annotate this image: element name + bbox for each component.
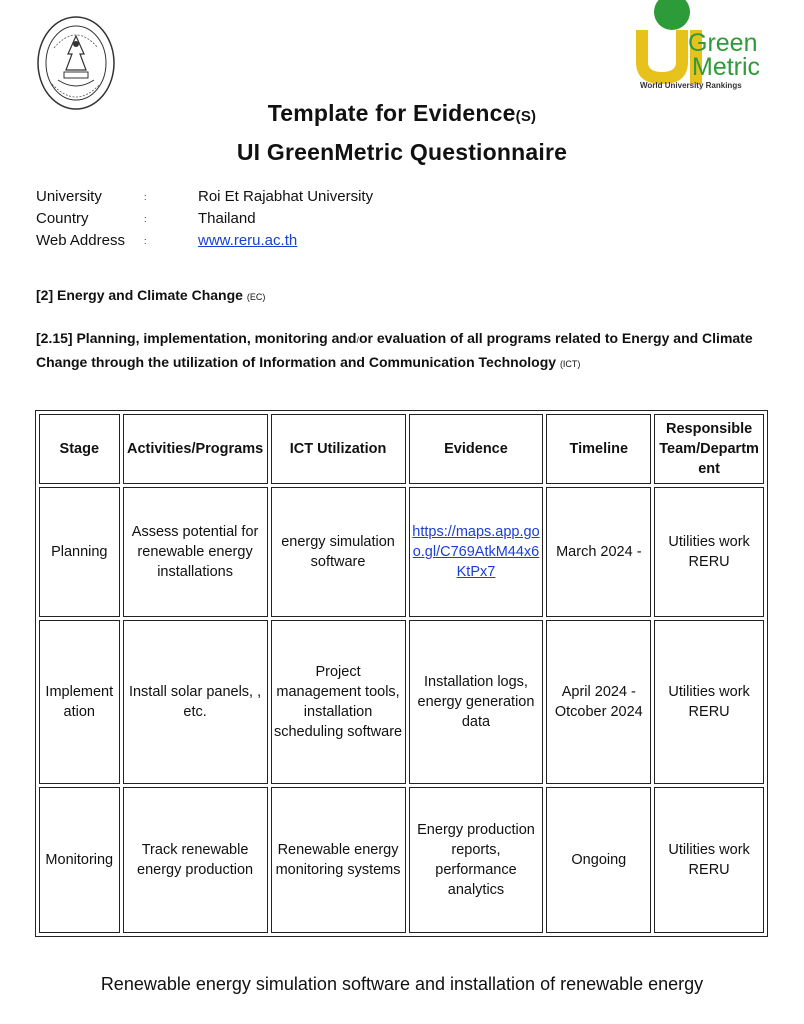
cell-evidence: Installation logs, energy generation data: [409, 620, 544, 784]
cell-team: Utilities work RERU: [654, 787, 764, 933]
cell-activity: Track renewable energy production: [123, 787, 268, 933]
cell-ict: energy simulation software: [271, 487, 406, 617]
section-heading: [36, 284, 776, 308]
indicator-slash: /: [356, 335, 359, 345]
cell-stage: Monitoring: [39, 787, 120, 933]
cell-stage: Planning: [39, 487, 120, 617]
header-team: Responsible Team/Department: [654, 414, 764, 484]
cell-activity: Install solar panels, , etc.: [123, 620, 268, 784]
table-row: [39, 787, 764, 933]
header-activities: Activities/Programs: [123, 414, 268, 484]
indicator-number: [2.15]: [36, 330, 73, 346]
cell-stage: Implementation: [39, 620, 120, 784]
cell-timeline: Ongoing: [546, 787, 651, 933]
section-code: (EC): [246, 292, 266, 302]
greenmetric-logo: [630, 0, 770, 96]
header-evidence: Evidence: [409, 414, 544, 484]
table-header-row: [39, 414, 764, 484]
web-address-link[interactable]: www.reru.ac.th: [198, 232, 298, 249]
title-text: Template for Evidence: [267, 100, 516, 126]
indicator-text-before: Planning, implementation, monitoring and: [76, 330, 357, 346]
page-caption: Renewable energy simulation software and installation of renewable energy: [100, 974, 704, 994]
evidence-table: [35, 410, 768, 937]
cell-evidence: Energy production reports, performance analytics: [409, 787, 544, 933]
info-key: University: [36, 188, 102, 205]
info-sep: :: [144, 214, 147, 224]
logo-line2: Metric: [692, 53, 761, 81]
info-key: Web Address: [36, 232, 125, 249]
section-number: [2]: [36, 287, 54, 303]
cell-ict: Renewable energy monitoring systems: [271, 787, 406, 933]
cell-activity: Assess potential for renewable energy installations: [123, 487, 268, 617]
logo-line1: Green: [688, 29, 758, 57]
page-subtitle: UI GreenMetric Questionnaire: [236, 139, 568, 165]
title-suffix: (S): [515, 108, 537, 125]
cell-evidence: [409, 487, 544, 617]
cell-team: Utilities work RERU: [654, 487, 764, 617]
table-row: [39, 620, 764, 784]
section-title: Energy and Climate Change: [57, 287, 243, 303]
cell-timeline: April 2024 - Otcober 2024: [546, 620, 651, 784]
info-key: Country: [36, 210, 89, 227]
cell-ict: Project management tools, installation scheduling software: [271, 620, 406, 784]
header-stage: Stage: [39, 414, 120, 484]
page-title: [0, 100, 804, 127]
cell-timeline: March 2024 -: [546, 487, 651, 617]
indicator-code: (ICT): [559, 359, 581, 369]
info-value: Thailand: [198, 210, 256, 227]
table-row: [39, 487, 764, 617]
indicator-heading: [36, 327, 776, 375]
cell-team: Utilities work RERU: [654, 620, 764, 784]
info-sep: :: [144, 192, 147, 202]
info-value: Roi Et Rajabhat University: [198, 188, 374, 205]
logo-tagline: World University Rankings: [640, 81, 742, 90]
header-ict: ICT Utilization: [271, 414, 406, 484]
indicator-text-after: or evaluation of all programs related to Energy and Climate Change through the utilization of Information and Communication Technology: [36, 330, 753, 370]
evidence-map-link[interactable]: https://maps.app.goo.gl/C769AtkM44x6KtPx7: [412, 524, 540, 580]
header-timeline: Timeline: [546, 414, 651, 484]
info-sep: :: [144, 236, 147, 246]
university-seal-logo: [36, 14, 116, 112]
